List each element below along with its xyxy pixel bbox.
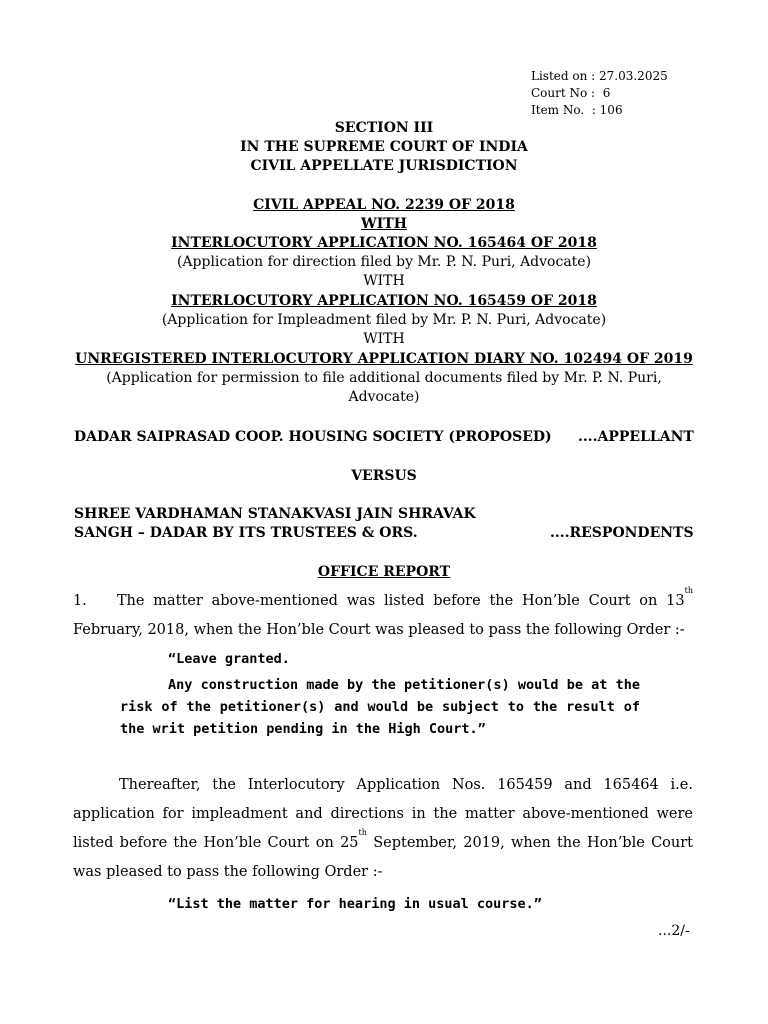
court-heading: IN THE SUPREME COURT OF INDIA	[240, 139, 528, 155]
versus-label: VERSUS	[351, 468, 417, 484]
order-1-first-line: “Leave granted.	[168, 651, 290, 667]
section-heading: SECTION III	[334, 120, 434, 136]
with-label-2: WITH	[363, 273, 405, 289]
civil-appeal-title: CIVIL APPEAL NO. 2239 OF 2018	[253, 197, 515, 213]
paragraph-1-text-a: The matter above-mentioned was listed before the Hon’ble Court on 13	[116, 593, 685, 609]
paragraph-2	[73, 771, 693, 887]
uia-title: UNREGISTERED INTERLOCUTORY APPLICATION DIARY NO. 102494 OF 2019	[75, 351, 693, 367]
order-1-text: Any construction made by the petitioner(s) would be at the risk of the petitioner(s) and would be subject to the result of the writ petition pending in the High Court.”	[120, 677, 640, 737]
respondent-name-line1: SHREE VARDHAMAN STANAKVASI JAIN SHRAVAK	[74, 506, 476, 522]
item-no: Item No. : 106	[531, 103, 623, 117]
jurisdiction-heading: CIVIL APPELLATE JURISDICTION	[250, 158, 518, 174]
page-number: ...2/-	[658, 923, 690, 939]
with-label-1: WITH	[361, 216, 407, 232]
paragraph-2-text-a: Thereafter, the Interlocutory Application Nos. 165459 and 165464 i.e. application for impleadment and directions in the matter above-mentioned were listed before the Hon’ble Court on 25	[73, 777, 693, 851]
ia-1-description: (Application for direction filed by Mr. P. N. Puri, Advocate)	[176, 254, 592, 270]
paragraph-1-line2: February, 2018, when the Hon’ble Court was pleased to pass the following Order :-	[73, 622, 685, 638]
respondent-role: ....RESPONDENTS	[550, 525, 694, 541]
uia-description-line1: (Application for permission to file additional documents filed by Mr. P. N. Puri,	[106, 370, 662, 386]
superscript-th-1: th	[684, 586, 693, 595]
ia-2-description: (Application for Impleadment filed by Mr. P. N. Puri, Advocate)	[161, 312, 607, 328]
listing-info	[531, 68, 668, 119]
paragraph-number: 1.	[73, 593, 87, 609]
with-label-3: WITH	[363, 331, 405, 347]
superscript-th-2: th	[358, 828, 367, 837]
listed-on: Listed on : 27.03.2025	[531, 69, 668, 83]
ia-2-title: INTERLOCUTORY APPLICATION NO. 165459 OF 2018	[171, 293, 597, 309]
office-report-title: OFFICE REPORT	[317, 564, 451, 580]
appellant-role: ....APPELLANT	[578, 429, 694, 445]
order-1-body	[120, 674, 640, 740]
paragraph-1-line1	[73, 587, 693, 616]
ia-1-title: INTERLOCUTORY APPLICATION NO. 165464 OF 2018	[171, 235, 597, 251]
uia-description-line2: Advocate)	[348, 389, 420, 405]
appellant-name: DADAR SAIPRASAD COOP. HOUSING SOCIETY (PROPOSED)	[74, 429, 552, 445]
respondent-name-line2: SANGH – DADAR BY ITS TRUSTEES & ORS.	[74, 525, 418, 541]
order-2-text: “List the matter for hearing in usual course.”	[168, 896, 542, 912]
court-no: Court No : 6	[531, 86, 611, 100]
paragraph-2-text-b: September, 2019, when the Hon’ble Court was pleased to pass the following Order :-	[73, 835, 694, 880]
